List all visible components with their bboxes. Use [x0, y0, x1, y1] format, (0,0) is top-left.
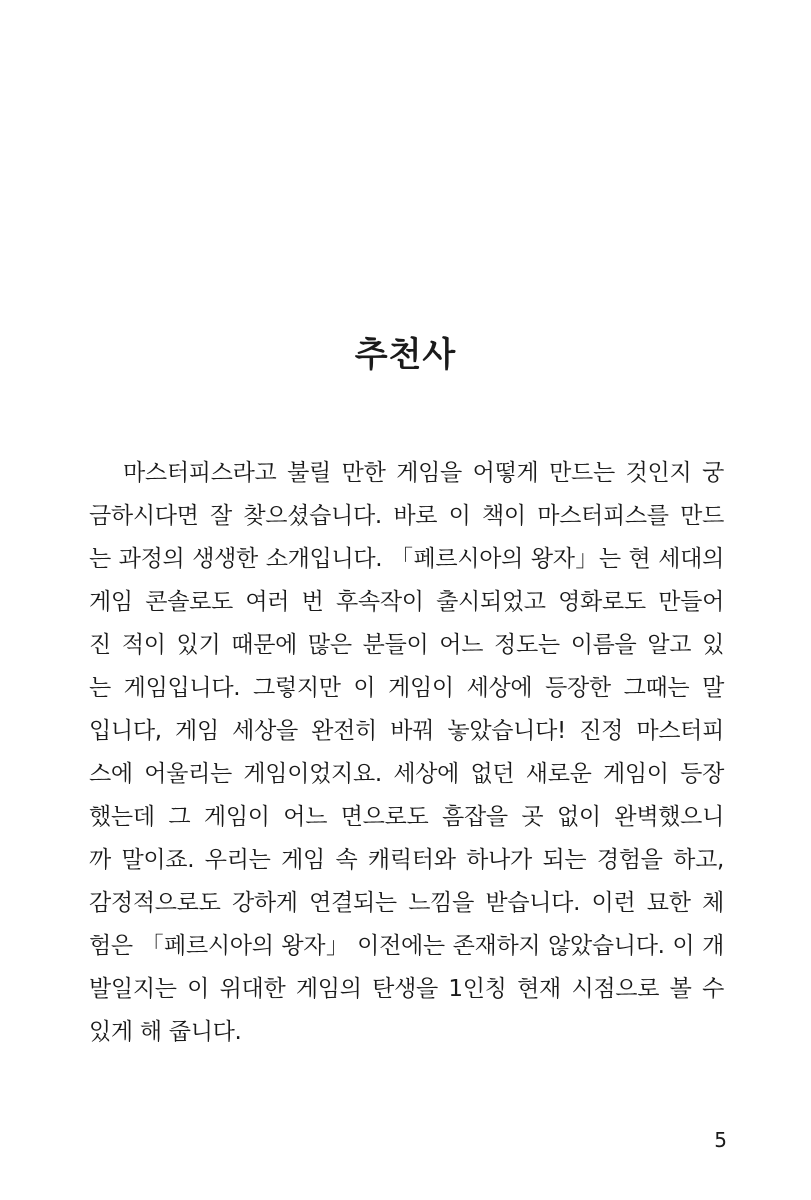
- paragraph-line: 금하시다면 잘 찾으셨습니다. 바로 이 책이 마스터피스를 만드: [89, 503, 724, 529]
- paragraph-line: 는 과정의 생생한 소개입니다. 「페르시아의 왕자」는 현 세대의: [89, 546, 724, 572]
- page-number: 5: [714, 1128, 727, 1152]
- paragraph-line: 했는데 그 게임이 어느 면으로도 흠잡을 곳 없이 완벽했으니: [89, 804, 724, 830]
- paragraph-line: 게임 콘솔로도 여러 번 후속작이 출시되었고 영화로도 만들어: [89, 589, 724, 615]
- body-paragraph: [89, 452, 724, 1054]
- page-heading: 추천사: [354, 335, 457, 375]
- paragraph-line: 험은 「페르시아의 왕자」 이전에는 존재하지 않았습니다. 이 개: [89, 933, 724, 959]
- paragraph-line: 스에 어울리는 게임이었지요. 세상에 없던 새로운 게임이 등장: [89, 761, 724, 787]
- paragraph-line: 마스터피스라고 불릴 만한 게임을 어떻게 만드는 것인지 궁: [123, 460, 724, 486]
- paragraph-line: 는 게임입니다. 그렇지만 이 게임이 세상에 등장한 그때는 말: [89, 675, 724, 701]
- paragraph-line: 까 말이죠. 우리는 게임 속 캐릭터와 하나가 되는 경험을 하고,: [89, 847, 724, 873]
- paragraph-line: 입니다, 게임 세상을 완전히 바꿔 놓았습니다! 진정 마스터피: [89, 718, 724, 744]
- paragraph-line: 감정적으로도 강하게 연결되는 느낌을 받습니다. 이런 묘한 체: [89, 890, 724, 916]
- paragraph-line: 발일지는 이 위대한 게임의 탄생을 1인칭 현재 시점으로 볼 수: [89, 976, 724, 1002]
- paragraph-line: 있게 해 줍니다.: [89, 1019, 242, 1045]
- paragraph-line: 진 적이 있기 때문에 많은 분들이 어느 정도는 이름을 알고 있: [89, 632, 724, 658]
